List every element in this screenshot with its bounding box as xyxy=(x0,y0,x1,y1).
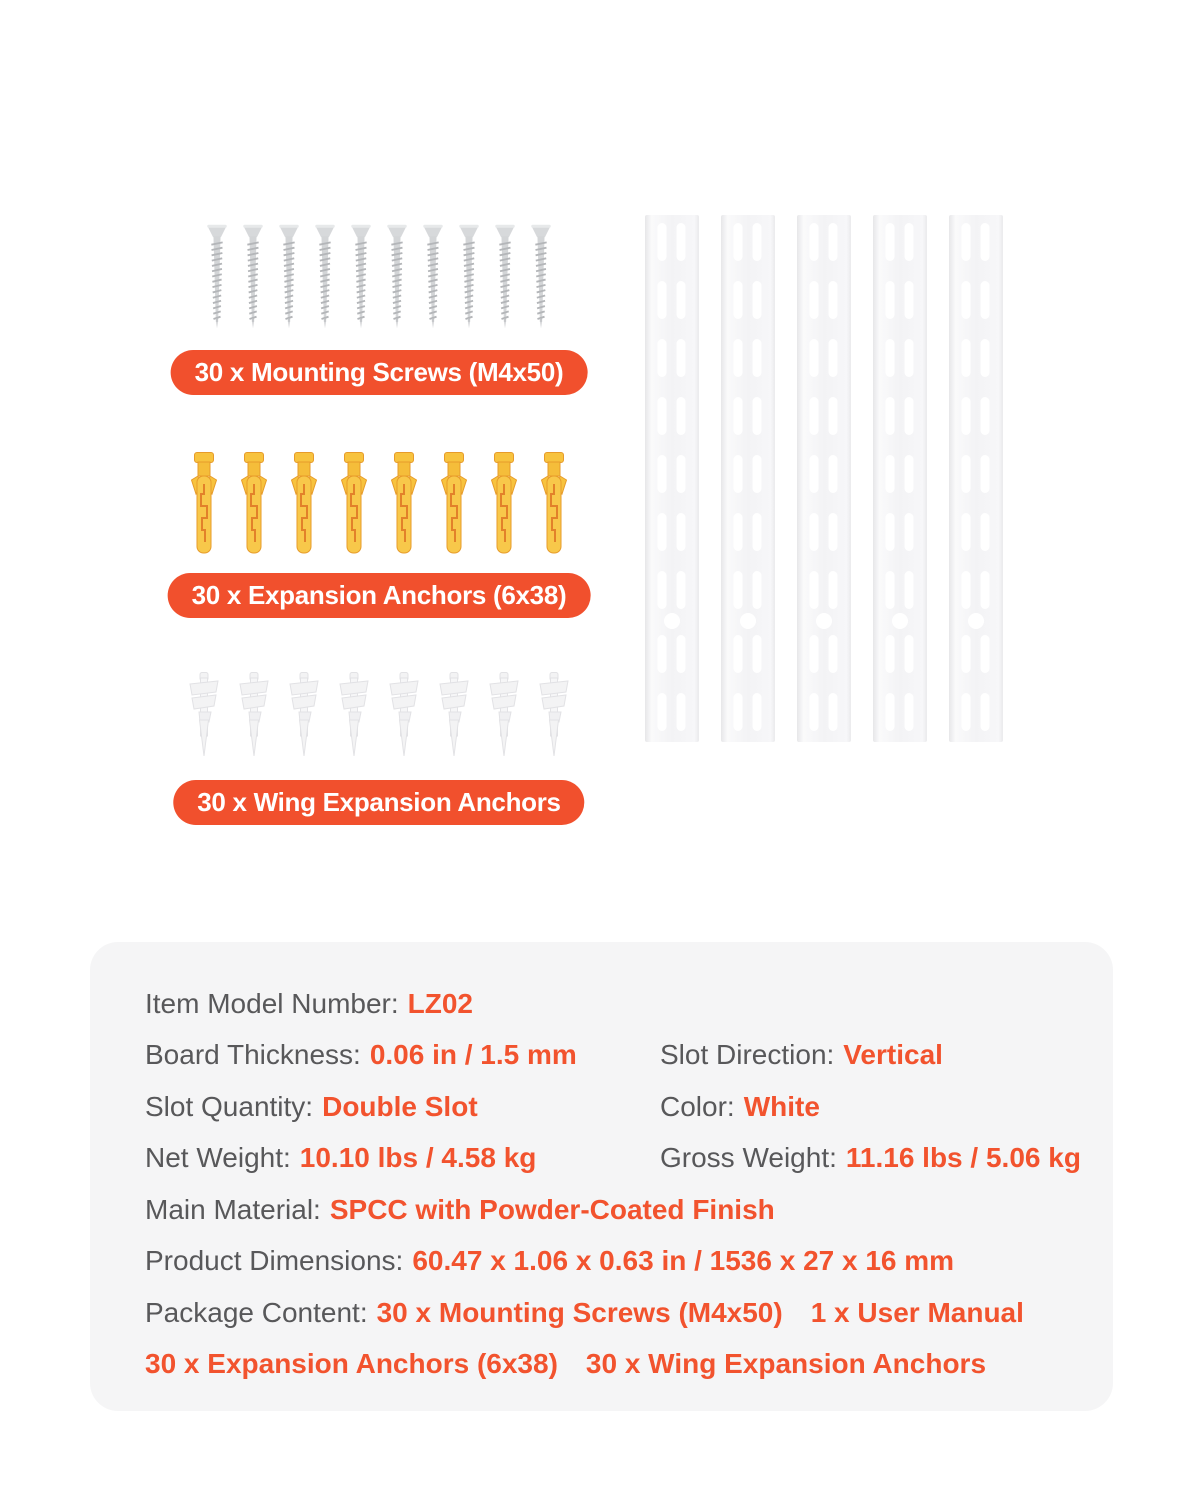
spec-row xyxy=(145,1236,1058,1288)
spec-cell xyxy=(145,988,473,1020)
mounting-screws-image xyxy=(206,216,553,336)
expansion-anchor-illustration xyxy=(291,452,317,554)
screw-illustration xyxy=(278,216,301,336)
spec-label: Net Weight: xyxy=(145,1142,291,1174)
spec-label: Gross Weight: xyxy=(660,1142,837,1174)
spec-row xyxy=(145,1133,1081,1185)
spec-cell xyxy=(145,1142,660,1174)
spec-value: 11.16 lbs / 5.06 kg xyxy=(845,1142,1081,1174)
screw-illustration xyxy=(206,216,229,336)
spec-cell xyxy=(145,1245,954,1277)
wing-anchor-illustration xyxy=(387,672,421,757)
spec-value: SPCC with Powder-Coated Finish xyxy=(329,1193,775,1225)
spec-label: Slot Quantity: xyxy=(145,1090,314,1122)
screw-illustration xyxy=(314,216,337,336)
spec-value: 30 x Mounting Screws (M4x50) xyxy=(376,1296,783,1328)
wall-rails-image xyxy=(645,215,1003,742)
spec-row xyxy=(145,978,1058,1030)
expansion-anchor-illustration xyxy=(191,452,217,554)
screw-illustration xyxy=(494,216,517,336)
wing-anchor-illustration xyxy=(187,672,221,757)
screw-illustration xyxy=(458,216,481,336)
spec-rows xyxy=(145,978,1081,1390)
screw-illustration xyxy=(422,216,445,336)
screw-illustration xyxy=(530,216,553,336)
spec-row xyxy=(145,1287,1058,1339)
mounting-screws-label: 30 x Mounting Screws (M4x50) xyxy=(171,350,588,395)
wing-anchor-illustration xyxy=(337,672,371,757)
spec-row xyxy=(145,1081,1058,1133)
rail-illustration xyxy=(949,215,1003,742)
wing-anchor-illustration xyxy=(437,672,471,757)
expansion-anchors-image xyxy=(191,452,567,554)
spec-row xyxy=(145,1030,1058,1082)
spec-row xyxy=(145,1184,1058,1236)
wing-expansion-anchors-image xyxy=(187,672,571,757)
expansion-anchors-label: 30 x Expansion Anchors (6x38) xyxy=(168,573,591,618)
spec-label: Board Thickness: xyxy=(145,1039,361,1071)
rail-illustration xyxy=(873,215,927,742)
wing-expansion-anchors-label: 30 x Wing Expansion Anchors xyxy=(173,780,584,825)
spec-panel xyxy=(90,942,1113,1411)
spec-row xyxy=(145,1339,1058,1391)
wing-anchor-illustration xyxy=(537,672,571,757)
spec-value: LZ02 xyxy=(407,987,473,1019)
spec-label: Slot Direction: xyxy=(660,1039,835,1071)
expansion-anchor-illustration xyxy=(391,452,417,554)
spec-value: Double Slot xyxy=(322,1090,478,1122)
spec-cell xyxy=(145,1091,660,1123)
spec-label: Main Material: xyxy=(145,1193,321,1225)
spec-cell xyxy=(145,1194,775,1226)
spec-cell xyxy=(660,1091,820,1123)
spec-value: 1 x User Manual xyxy=(810,1296,1024,1328)
expansion-anchor-illustration xyxy=(441,452,467,554)
spec-value: 30 x Wing Expansion Anchors xyxy=(585,1348,987,1380)
spec-label: Package Content: xyxy=(145,1296,368,1328)
spec-value: White xyxy=(743,1090,820,1122)
spec-cell xyxy=(660,1039,943,1071)
spec-cell xyxy=(660,1142,1081,1174)
screw-illustration xyxy=(386,216,409,336)
spec-value: 10.10 lbs / 4.58 kg xyxy=(299,1142,537,1174)
rail-illustration xyxy=(797,215,851,742)
wing-anchor-illustration xyxy=(487,672,521,757)
spec-cell xyxy=(145,1297,1024,1329)
rail-illustration xyxy=(721,215,775,742)
wing-anchor-illustration xyxy=(287,672,321,757)
expansion-anchor-illustration xyxy=(491,452,517,554)
expansion-anchor-illustration xyxy=(241,452,267,554)
wing-anchor-illustration xyxy=(237,672,271,757)
screw-illustration xyxy=(242,216,265,336)
spec-cell xyxy=(145,1348,986,1380)
spec-value: 60.47 x 1.06 x 0.63 in / 1536 x 27 x 16 mm xyxy=(412,1245,955,1277)
spec-cell xyxy=(145,1039,660,1071)
spec-value: Vertical xyxy=(843,1039,943,1071)
screw-illustration xyxy=(350,216,373,336)
spec-label: Product Dimensions: xyxy=(145,1245,404,1277)
expansion-anchor-illustration xyxy=(341,452,367,554)
rail-illustration xyxy=(645,215,699,742)
spec-value: 30 x Expansion Anchors (6x38) xyxy=(145,1348,558,1380)
spec-label: Color: xyxy=(660,1090,735,1122)
expansion-anchor-illustration xyxy=(541,452,567,554)
spec-value: 0.06 in / 1.5 mm xyxy=(369,1039,577,1071)
spec-label: Item Model Number: xyxy=(145,987,399,1019)
